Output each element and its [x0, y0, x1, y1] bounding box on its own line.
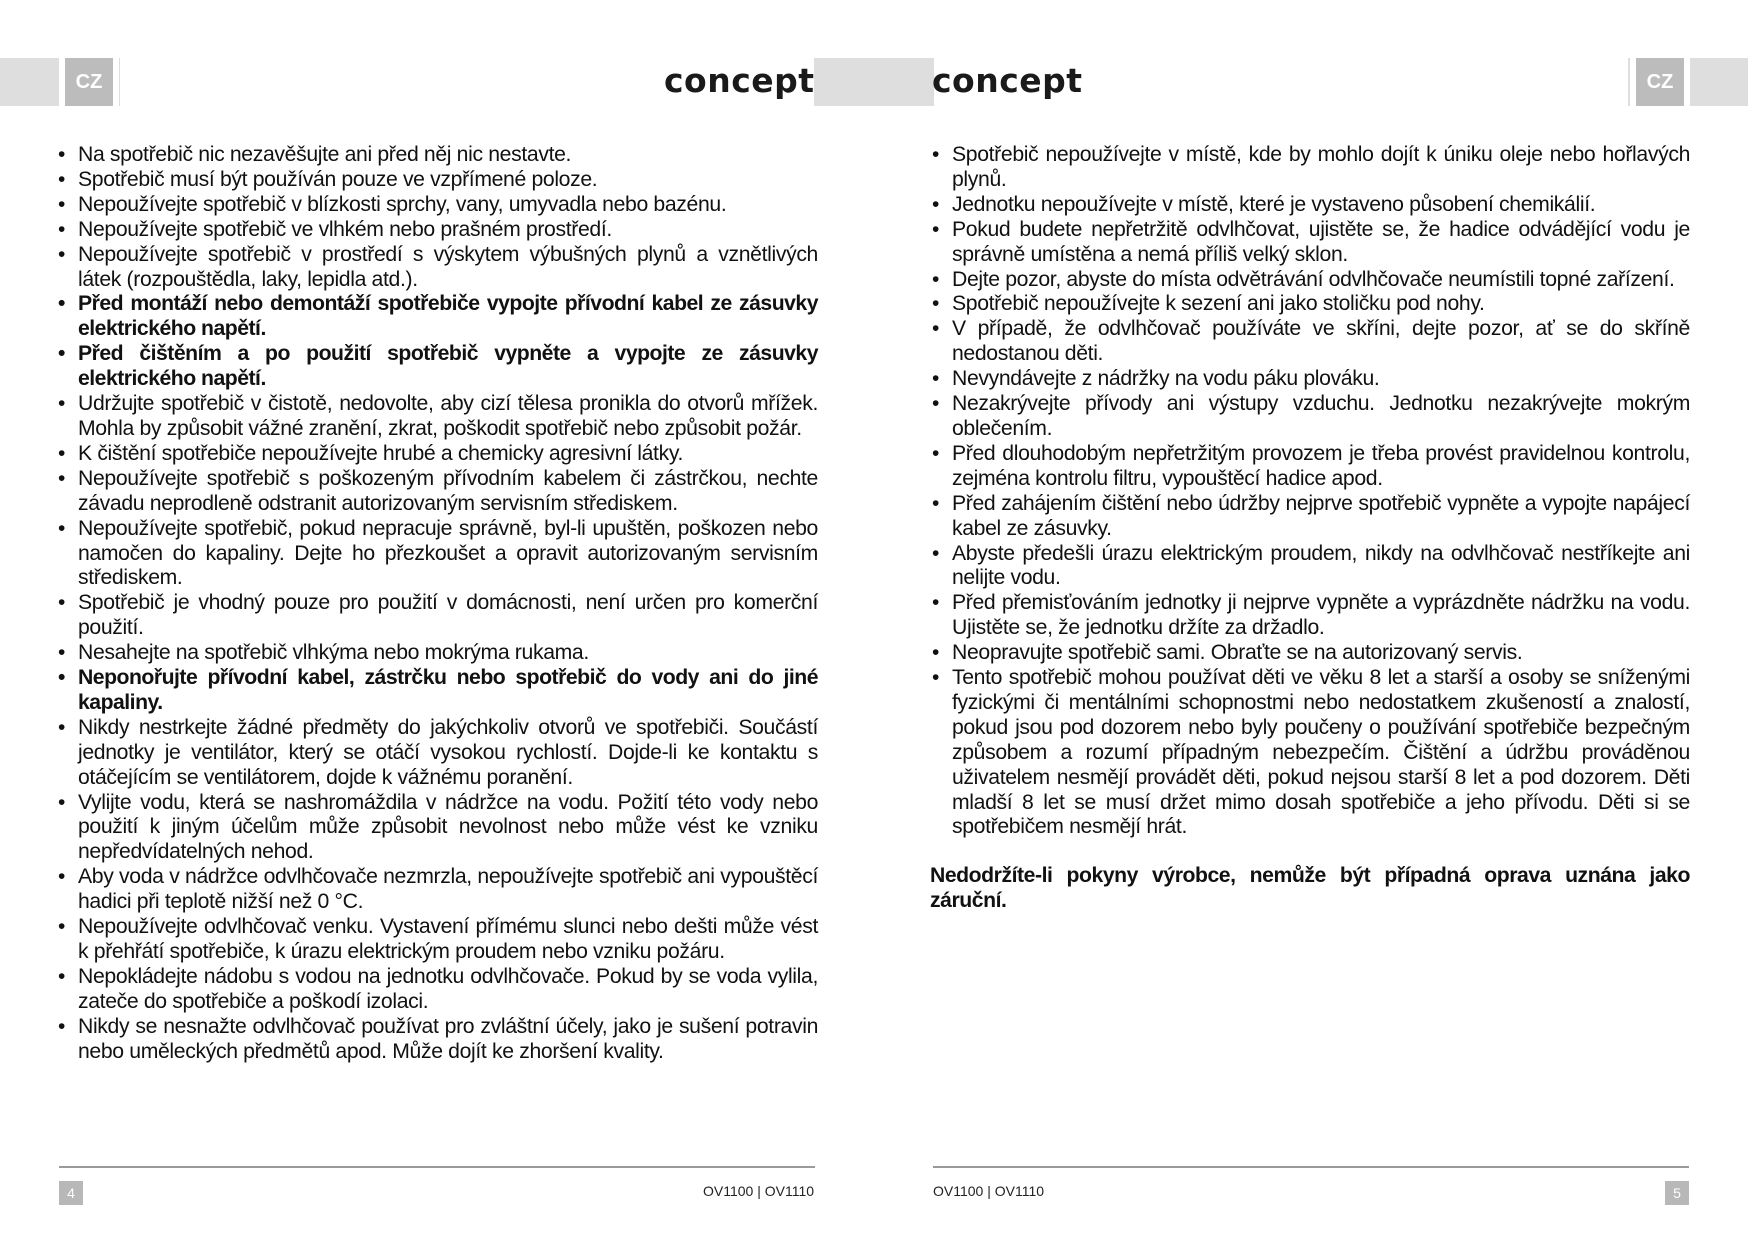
safety-item: • Spotřebič je vhodný pouze pro použití v domácnosti, není určen pro komerční použití. — [56, 591, 818, 641]
safety-item: • Nesahejte na spotřebič vlhkýma nebo mokrýma rukama. — [56, 641, 818, 666]
safety-item: • Spotřebič musí být používán pouze ve vzpřímené poloze. — [56, 168, 818, 193]
safety-item: • Neponořujte přívodní kabel, zástrčku nebo spotřebič do vody ani do jiné kapaliny. — [56, 666, 818, 716]
right-safety-list — [930, 143, 1690, 840]
safety-item: • Nepoužívejte spotřebič, pokud nepracuje správně, byl-li upuštěn, poškozen nebo namočen do kapaliny. Dejte ho přezkoušet a opravit autorizovaným servisním střediskem. — [56, 517, 818, 592]
safety-item: • Spotřebič nepoužívejte k sezení ani jako stoličku pod nohy. — [930, 292, 1690, 317]
safety-item: • Před čištěním a po použití spotřebič vypněte a vypojte ze zásuvky elektrického napětí. — [56, 342, 818, 392]
safety-item: • Aby voda v nádržce odvlhčovače nezmrzla, nepoužívejte spotřebič ani vypouštěcí hadici při teplotě nižší než 0 °C. — [56, 865, 818, 915]
safety-item: • Tento spotřebič mohou používat děti ve věku 8 let a starší a osoby se sníženými fyzickými či mentálními schopnostmi nebo nedostatkem zkušeností a znalostí, pokud jsou pod dozorem nebo byly poučeny o používání spotřebiče bezpečným způsobem a rozumí případným nebezpečím. Čištění a údržbu prováděnou uživatelem nesmějí provádět děti, pokud nejsou starší 8 let a pod dozorem. Děti mladší 8 let se musí držet mimo dosah spotřebiče a jeho přívodu. Děti si se spotřebičem nesmějí hrát. — [930, 666, 1690, 840]
safety-item: • Před dlouhodobým nepřetržitým provozem je třeba provést pravidelnou kontrolu, zejména kontrolu filtru, vypouštěcí hadice apod. — [930, 442, 1690, 492]
safety-item: • Před montáží nebo demontáží spotřebiče vypojte přívodní kabel ze zásuvky elektrického napětí. — [56, 292, 818, 342]
safety-item: • Jednotku nepoužívejte v místě, které je vystaveno působení chemikálií. — [930, 193, 1690, 218]
safety-item: • Nepoužívejte spotřebič s poškozeným přívodním kabelem či zástrčkou, nechte závadu neprodleně odstranit autorizovaným servisním střediskem. — [56, 467, 818, 517]
left-safety-list — [56, 143, 818, 1065]
brand-logo-left: concept — [664, 61, 815, 100]
footer-divider-left — [59, 1166, 815, 1168]
safety-item: • K čištění spotřebiče nepoužívejte hrubé a chemicky agresivní látky. — [56, 442, 818, 467]
safety-item: • Nevyndávejte z nádržky na vodu páku plováku. — [930, 367, 1690, 392]
left-column — [56, 143, 818, 1065]
safety-item: • Neopravujte spotřebič sami. Obraťte se na autorizovaný servis. — [930, 641, 1690, 666]
safety-item: • Nepoužívejte odvlhčovač venku. Vystavení přímému slunci nebo dešti může vést k přehřátí spotřebiče, k úrazu elektrickým proudem nebo vzniku požáru. — [56, 915, 818, 965]
safety-item: • V případě, že odvlhčovač používáte ve skříni, dejte pozor, ať se do skříně nedostanou děti. — [930, 317, 1690, 367]
safety-item: • Nepoužívejte spotřebič ve vlhkém nebo prašném prostředí. — [56, 218, 818, 243]
language-tab-right: CZ — [1630, 58, 1690, 106]
safety-item: • Před přemisťováním jednotky ji nejprve vypněte a vyprázdněte nádržku na vodu. Ujistěte se, že jednotku držíte za držadlo. — [930, 591, 1690, 641]
safety-item: • Nepoužívejte spotřebič v prostředí s výskytem výbušných plynů a vznětlivých látek (rozpouštědla, laky, lepidla atd.). — [56, 243, 818, 293]
page-number-left: 4 — [59, 1181, 83, 1205]
safety-item: • Nikdy nestrkejte žádné předměty do jakýchkoliv otvorů ve spotřebiči. Součástí jednotky je ventilátor, který se otáčí vysokou rychlostí. Dojde-li ke kontaktu s otáčejícím se ventilátorem, dojde k vážnému poranění. — [56, 716, 818, 791]
safety-item: • Spotřebič nepoužívejte v místě, kde by mohlo dojít k úniku oleje nebo hořlavých plynů. — [930, 143, 1690, 193]
model-number-left: OV1100 | OV1110 — [703, 1183, 815, 1199]
safety-item: • Nikdy se nesnažte odvlhčovač používat pro zvláštní účely, jako je sušení potravin nebo uměleckých předmětů apod. Může dojít ke zhoršení kvality. — [56, 1015, 818, 1065]
safety-item: • Nezakrývejte přívody ani výstupy vzduchu. Jednotku nezakrývejte mokrým oblečením. — [930, 392, 1690, 442]
safety-item: • Vylijte vodu, která se nashromáždila v nádržce na vodu. Požití této vody nebo použití k jiným účelům může způsobit nevolnost nebo může vést ke vzniku nepředvídatelných nehod. — [56, 791, 818, 866]
page-number-right: 5 — [1665, 1181, 1689, 1205]
brand-logo-right: concept — [932, 61, 1083, 100]
safety-item: • Pokud budete nepřetržitě odvlhčovat, ujistěte se, že hadice odvádějící vodu je správně umístěna a nemá příliš velký sklon. — [930, 218, 1690, 268]
safety-item: • Před zahájením čištění nebo údržby nejprve spotřebič vypněte a vypojte napájecí kabel ze zásuvky. — [930, 492, 1690, 542]
warranty-note: Nedodržíte-li pokyny výrobce, nemůže být případná oprava uznána jako záruční. — [930, 864, 1690, 913]
language-tab-left: CZ — [59, 58, 119, 106]
safety-item: • Na spotřebič nic nezavěšujte ani před něj nic nestavte. — [56, 143, 818, 168]
safety-item: • Abyste předešli úrazu elektrickým proudem, nikdy na odvlhčovač nestříkejte ani nelijte vodu. — [930, 542, 1690, 592]
safety-item: • Nepokládejte nádobu s vodou na jednotku odvlhčovače. Pokud by se voda vylila, zateče do spotřebiče a poškodí izolaci. — [56, 965, 818, 1015]
footer-divider-right — [933, 1166, 1689, 1168]
model-number-right: OV1100 | OV1110 — [933, 1183, 1045, 1199]
safety-item: • Dejte pozor, abyste do místa odvětrávání odvlhčovače neumístili topné zařízení. — [930, 268, 1690, 293]
right-column — [930, 143, 1690, 914]
safety-item: • Nepoužívejte spotřebič v blízkosti sprchy, vany, umyvadla nebo bazénu. — [56, 193, 818, 218]
safety-item: • Udržujte spotřebič v čistotě, nedovolte, aby cizí tělesa pronikla do otvorů mřížek. Mohla by způsobit vážné zranění, zkrat, poškodit spotřebič nebo způsobit požár. — [56, 392, 818, 442]
